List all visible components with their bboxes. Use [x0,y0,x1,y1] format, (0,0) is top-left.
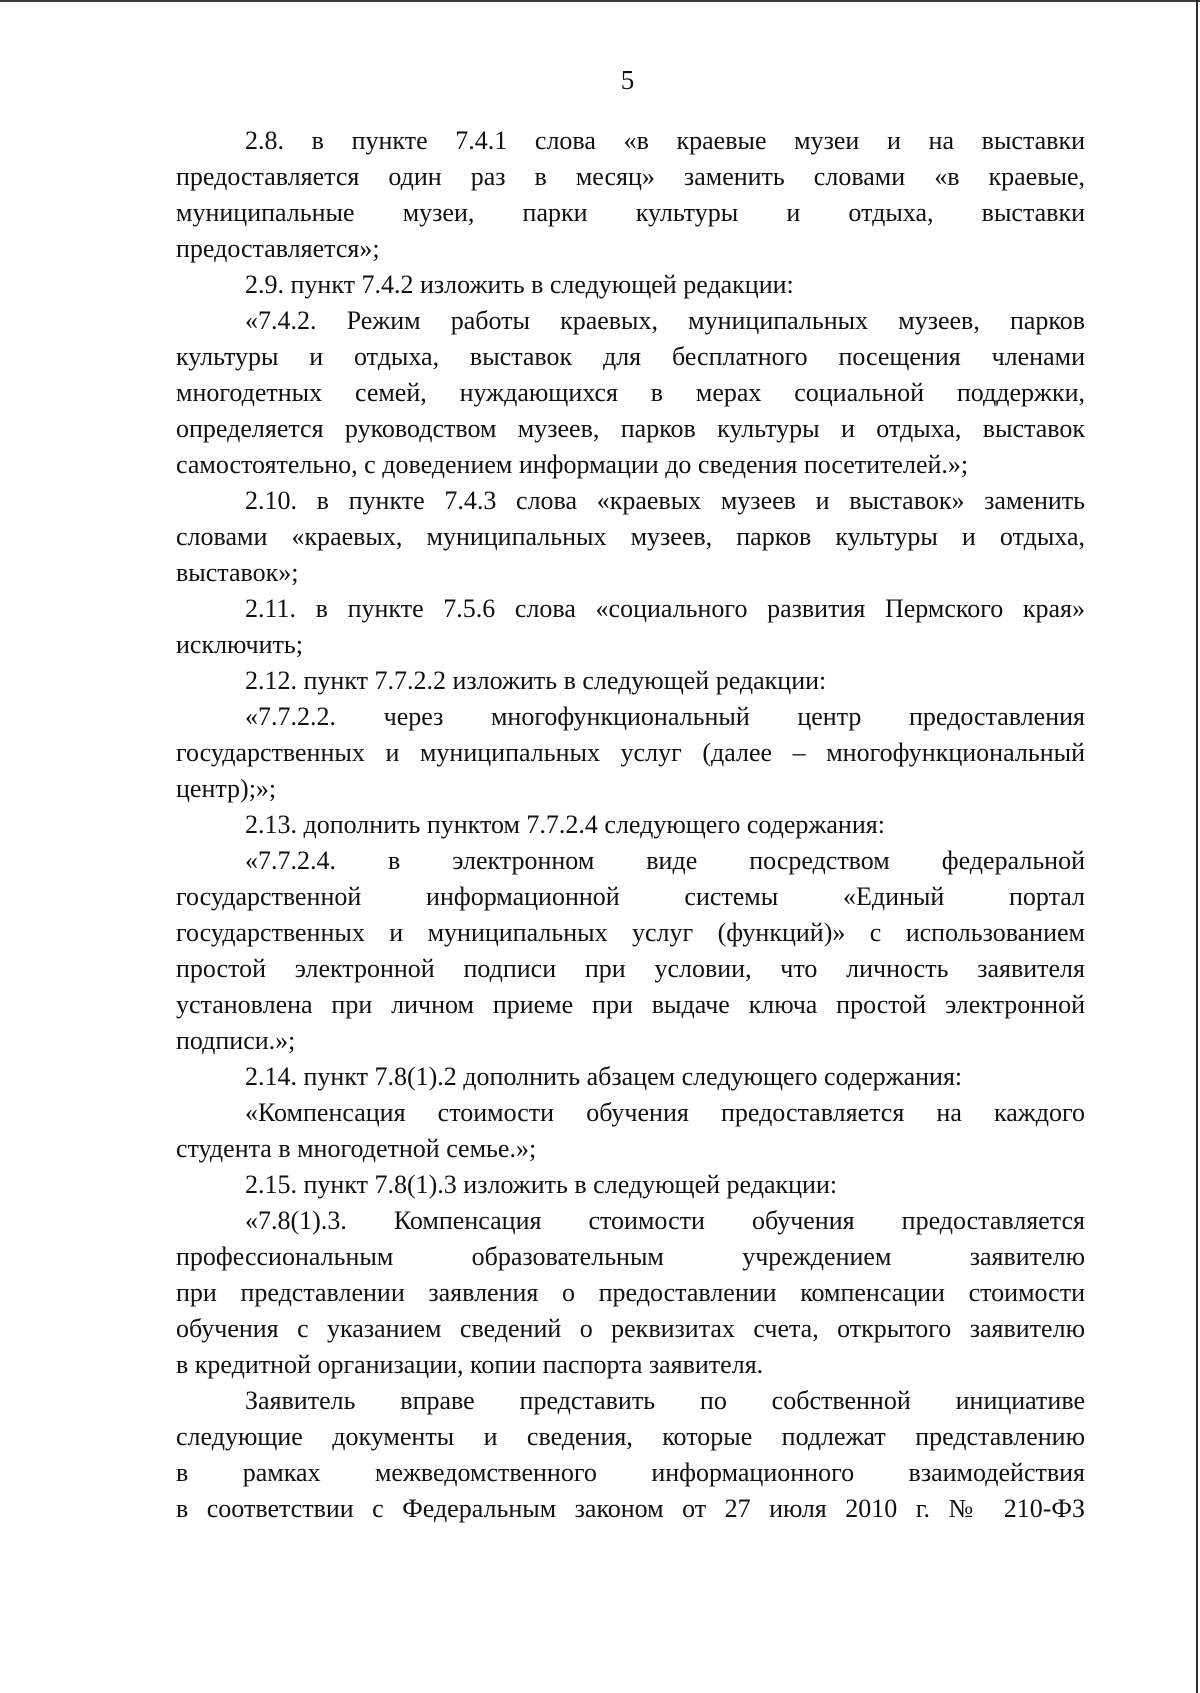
text-line: определяется руководством музеев, парков культуры и отдыха, выставок [176,414,1085,443]
paragraph [176,591,1085,663]
text-line: государственных и муниципальных услуг (функций)» с использованием [176,918,1085,947]
paragraph [176,1095,1085,1167]
text-line: «Компенсация стоимости обучения предоставляется на каждого [245,1098,1085,1127]
text-line: простой электронной подписи при условии, что личность заявителя [176,954,1085,983]
text-line: самостоятельно, с доведением информации до сведения посетителей.»; [176,450,969,479]
text-line: при представлении заявления о предоставлении компенсации стоимости [176,1278,1085,1307]
paragraph [176,483,1085,591]
text-line: «7.4.2. Режим работы краевых, муниципальных музеев, парков [245,306,1085,335]
text-line: культуры и отдыха, выставок для бесплатного посещения членами [176,342,1085,371]
paragraph [176,1167,1085,1203]
text-line: словами «краевых, муниципальных музеев, парков культуры и отдыха, [176,522,1085,551]
text-line: многодетных семей, нуждающихся в мерах социальной поддержки, [176,378,1085,407]
text-line: в рамках межведомственного информационного взаимодействия [176,1458,1085,1487]
text-line: студента в многодетной семье.»; [176,1134,537,1163]
text-line: в соответствии с Федеральным законом от 27 июля 2010 г. № 210-ФЗ [176,1494,1085,1523]
text-line: «7.7.2.4. в электронном виде посредством федеральной [245,846,1085,875]
paragraph [176,663,1085,699]
page-number: 5 [620,65,635,95]
paragraph [176,843,1085,1059]
paragraph [176,1059,1085,1095]
text-line: 2.11. в пункте 7.5.6 слова «социального развития Пермского края» [245,594,1085,623]
text-line: «7.7.2.2. через многофункциональный центр предоставления [245,702,1085,731]
scan-top-edge [0,0,1200,2]
document-body [176,123,1085,1527]
text-line: предоставляется»; [176,234,380,263]
text-line: исключить; [176,630,303,659]
text-line: 2.8. в пункте 7.4.1 слова «в краевые музеи и на выставки [245,126,1085,155]
text-line: 2.9. пункт 7.4.2 изложить в следующей редакции: [245,270,794,299]
text-line: 2.12. пункт 7.7.2.2 изложить в следующей редакции: [245,666,827,695]
paragraph [176,699,1085,807]
paragraph [176,123,1085,267]
text-line: подписи.»; [176,1026,296,1055]
text-line: 2.14. пункт 7.8(1).2 дополнить абзацем следующего содержания: [245,1062,963,1091]
text-line: муниципальные музеи, парки культуры и отдыха, выставки [176,198,1085,227]
paragraph [176,267,1085,303]
paragraph [176,303,1085,483]
text-line: следующие документы и сведения, которые подлежат представлению [176,1422,1085,1451]
text-line: государственных и муниципальных услуг (далее – многофункциональный [176,738,1085,767]
text-line: установлена при личном приеме при выдаче ключа простой электронной [176,990,1085,1019]
text-line: выставок»; [176,558,299,587]
text-line: 2.10. в пункте 7.4.3 слова «краевых музеев и выставок» заменить [245,486,1085,515]
text-line: предоставляется один раз в месяц» заменить словами «в краевые, [176,162,1085,191]
paragraph [176,1383,1085,1527]
text-line: 2.15. пункт 7.8(1).3 изложить в следующей редакции: [245,1170,838,1199]
text-line: Заявитель вправе представить по собственной инициативе [245,1386,1085,1415]
paragraph [176,807,1085,843]
text-line: в кредитной организации, копии паспорта заявителя. [176,1350,764,1379]
text-line: 2.13. дополнить пунктом 7.7.2.4 следующего содержания: [245,810,885,839]
text-line: государственной информационной системы «Единый портал [176,882,1085,911]
text-line: «7.8(1).3. Компенсация стоимости обучения предоставляется [245,1206,1085,1235]
scan-right-edge [1196,0,1198,1693]
text-line: профессиональным образовательным учреждением заявителю [176,1242,1085,1271]
text-line: центр);»; [176,774,277,803]
paragraph [176,1203,1085,1383]
text-line: обучения с указанием сведений о реквизитах счета, открытого заявителю [176,1314,1085,1343]
